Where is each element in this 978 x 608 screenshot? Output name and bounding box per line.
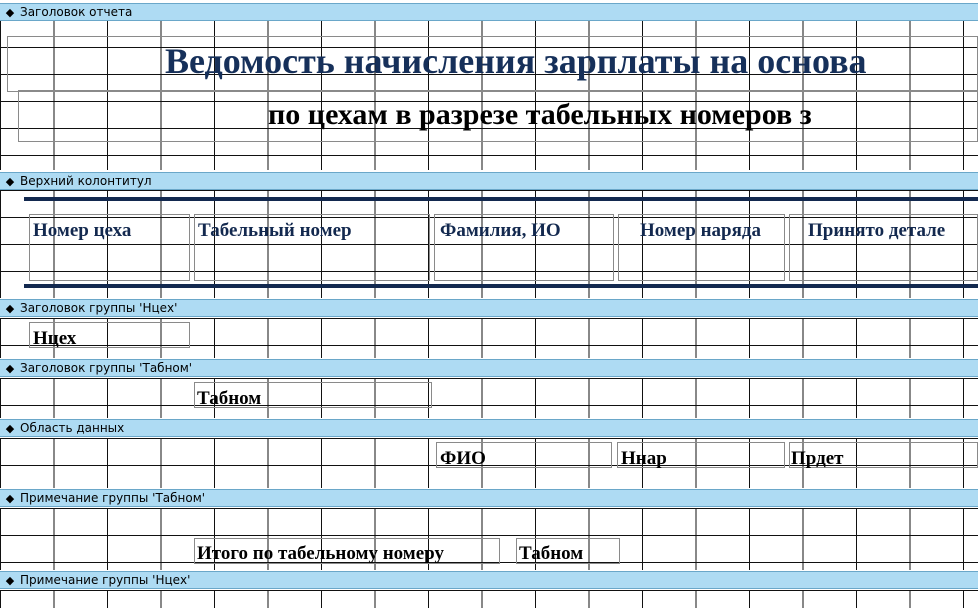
field-order-label: Ннар <box>621 448 667 469</box>
field-shop-label: Нцех <box>33 328 77 349</box>
section-bar-group-header-shop[interactable] <box>0 299 978 317</box>
field-parts-label: Прдет <box>791 448 844 469</box>
col-header-parts-label: Принято детале <box>808 220 946 241</box>
report-subtitle[interactable]: по цехам в разрезе табельных номеров з <box>268 98 812 131</box>
section-arrow-icon: ◆ <box>5 174 15 188</box>
section-bar-group-footer-tab[interactable] <box>0 489 978 507</box>
section-label: Заголовок группы 'Нцех' <box>20 301 178 315</box>
section-bar-group-footer-shop[interactable] <box>0 571 978 589</box>
col-header-name-label: Фамилия, ИО <box>440 220 561 241</box>
section-arrow-icon: ◆ <box>5 361 15 375</box>
section-bar-page-header[interactable] <box>0 172 978 190</box>
section-arrow-icon: ◆ <box>5 5 15 19</box>
section-label: Область данных <box>20 421 125 435</box>
col-header-tab-label: Табельный номер <box>198 220 352 241</box>
section-label: Примечание группы 'Нцех' <box>20 573 191 587</box>
total-field: Табном <box>519 543 584 564</box>
section-label: Верхний колонтитул <box>20 174 152 188</box>
col-header-shop-label: Номер цеха <box>33 220 132 241</box>
section-bar-detail[interactable] <box>0 419 978 437</box>
header-bottom-rule[interactable] <box>24 284 978 288</box>
group-footer-shop-band <box>0 590 978 608</box>
total-label: Итого по табельному номеру <box>197 543 444 564</box>
section-label: Заголовок группы 'Табном' <box>20 361 193 375</box>
section-arrow-icon: ◆ <box>5 421 15 435</box>
section-arrow-icon: ◆ <box>5 573 15 587</box>
col-header-order-label: Номер наряда <box>640 220 762 241</box>
section-bar-group-header-tab[interactable] <box>0 359 978 377</box>
group-header-tab-band <box>0 378 978 418</box>
section-label: Заголовок отчета <box>20 5 133 19</box>
header-top-rule[interactable] <box>24 197 978 201</box>
section-arrow-icon: ◆ <box>5 491 15 505</box>
section-bar-report-header[interactable] <box>0 3 978 21</box>
report-title[interactable]: Ведомость начисления зарплаты на основа <box>165 41 867 81</box>
section-label: Примечание группы 'Табном' <box>20 491 206 505</box>
section-arrow-icon: ◆ <box>5 301 15 315</box>
field-tab-label: Табном <box>197 388 262 409</box>
field-name-label: ФИО <box>440 448 486 469</box>
